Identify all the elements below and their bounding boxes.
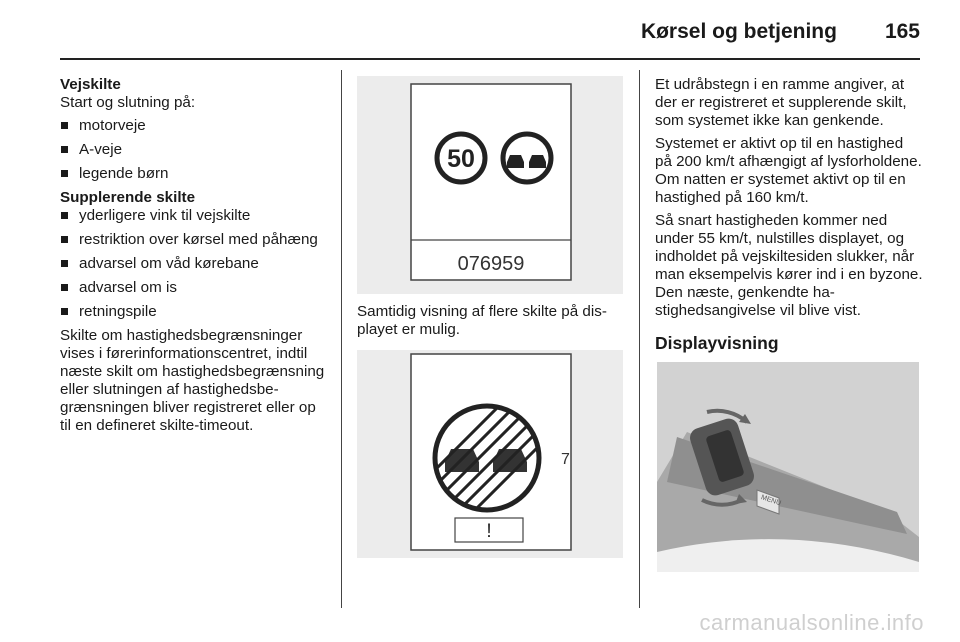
displayvisning-heading: Displayvisning (655, 333, 779, 353)
body-paragraph: Skilte om hastighedsbegrænsninger vises i førerinformationscentret, indtil næste skilt om hastighedsbegrænsning eller slutningen af hastighedsbegrænsningen bliver registreret eller op til en defineret skilte-timeout. (60, 327, 325, 434)
page-header (641, 14, 920, 50)
menu-button-label: MENU (760, 494, 782, 508)
body-paragraph: Så snart hastigheden kommer ned under 55 km/t, nulstilles displayet, og indholdet på vejskiltesiden slukker, når man eksempelvis kører ind i en byzone. Den næste, genkendte hastighedsangivelse vil blive vist. (655, 212, 923, 319)
supplerende-list (60, 207, 330, 321)
page-number: 165 (884, 20, 920, 43)
figure-end-restriction-sign (357, 350, 623, 558)
caption (357, 303, 627, 344)
list-item: motorveje (60, 117, 330, 135)
no-overtaking-sign-icon (503, 134, 551, 182)
list-item: yderligere vink til vejskilte (60, 207, 330, 225)
body-paragraph: Et udråbstegn i en ramme angiver, at der er registreret et supplerende skilt, som systemet ikke kan genkende. (655, 76, 907, 129)
figure-stalk-control (657, 362, 919, 572)
list-item: legende børn (60, 165, 330, 183)
speed-limit-sign-icon (437, 134, 485, 182)
list-item: advarsel om våd kørebane (60, 255, 330, 273)
list-item: retningspile (60, 303, 330, 321)
footer-watermark: carmanualsonline.info (699, 610, 924, 635)
supplerende-heading: Supplerende skilte (60, 189, 196, 206)
column-left (60, 76, 330, 440)
column-divider-2 (639, 70, 640, 608)
column-divider-1 (341, 70, 342, 608)
list-item: A-veje (60, 141, 330, 159)
sign-code: 076959 (457, 253, 525, 275)
vejskilte-heading: Vejskilte (60, 76, 121, 93)
panel-mark: ! (486, 521, 492, 542)
list-item: advarsel om is (60, 279, 330, 297)
side-mark: 7 (561, 451, 570, 468)
chapter-title: Kørsel og betjening (640, 20, 837, 43)
body-paragraph: Systemet er aktivt op til en hastighed på 200 km/t afhængigt af lysforholdene. Om natten er systemet aktivt op til en hastighed på 160 km/t. (655, 135, 922, 206)
figure-speed-signs (357, 76, 623, 294)
header-rule (60, 58, 920, 60)
caption-text: Samtidig visning af flere skilte på displayet er mulig. (357, 303, 607, 338)
speed-value: 50 (447, 145, 475, 173)
column-right (655, 76, 923, 364)
vejskilte-list (60, 117, 330, 183)
vejskilte-intro: Start og slutning på: (60, 94, 196, 111)
list-item: restriktion over kørsel med påhæng (60, 231, 330, 249)
